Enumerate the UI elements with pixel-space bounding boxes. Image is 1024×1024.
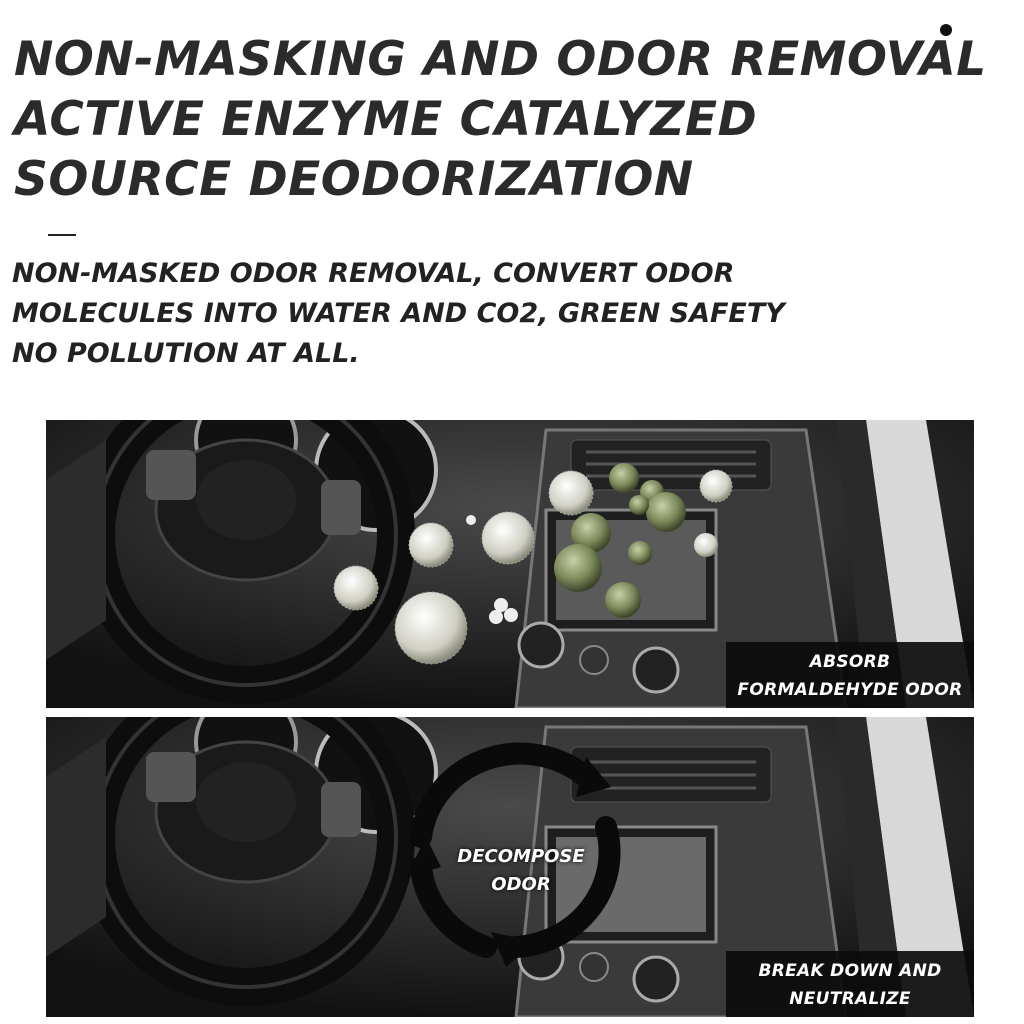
caption-break-line-2: NEUTRALIZE: [789, 989, 911, 1009]
headline-line-3: SOURCE DEODORIZATION: [14, 152, 694, 207]
subtext: [12, 254, 785, 374]
car-interior-image-decompose: [46, 717, 974, 1017]
headline-line-1: NON-MASKING AND ODOR REMOVAL: [14, 32, 987, 87]
decompose-line-1: DECOMPOSE: [457, 846, 585, 867]
car-interior-image-absorb: [46, 420, 974, 708]
caption-break-down: [726, 951, 974, 1017]
subtext-line-1: NON-MASKED ODOR REMOVAL, CONVERT ODOR: [12, 258, 735, 289]
decompose-line-2: ODOR: [491, 874, 551, 895]
headline-line-2: ACTIVE ENZYME CATALYZED: [14, 92, 758, 147]
subtext-line-2: MOLECULES INTO WATER AND CO2, GREEN SAFETY: [12, 298, 785, 329]
subtext-line-3: NO POLLUTION AT ALL.: [12, 338, 360, 369]
caption-break-line-1: BREAK DOWN AND: [758, 961, 942, 981]
headline: [14, 30, 987, 210]
caption-absorb-line-1: ABSORB: [809, 652, 891, 672]
decompose-label: [426, 843, 616, 899]
caption-absorb-line-2: FORMALDEHYDE ODOR: [737, 680, 963, 700]
divider-dash: [48, 234, 76, 236]
caption-absorb: [726, 642, 974, 708]
